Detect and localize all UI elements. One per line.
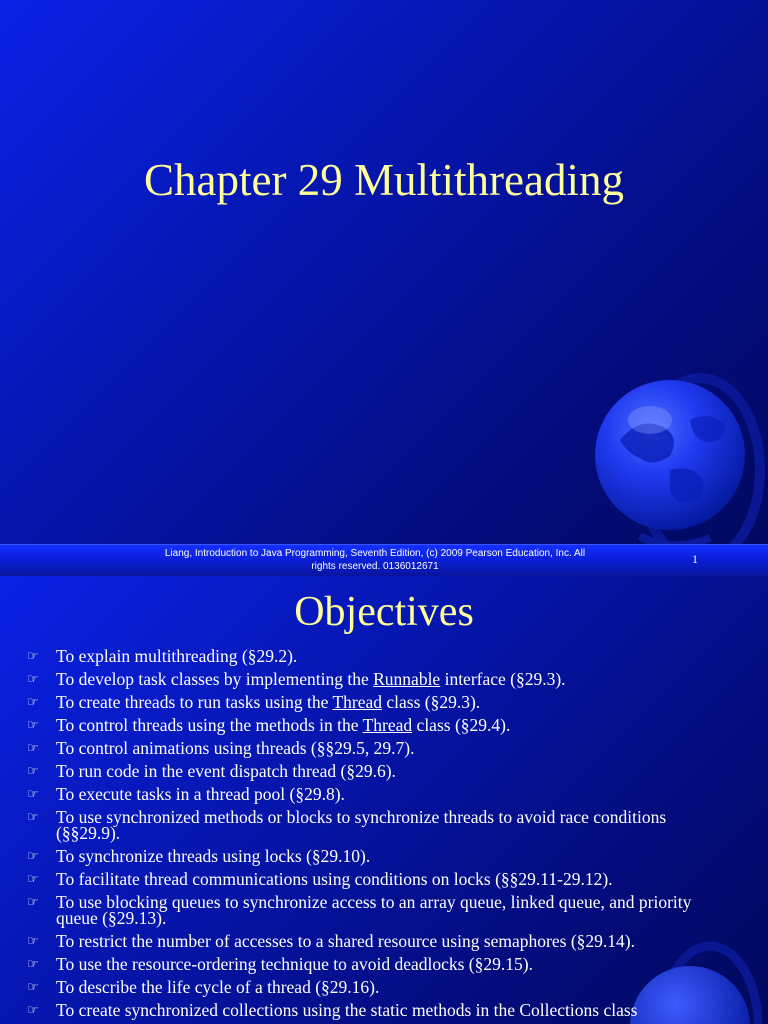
list-item: ☞ To create threads to run tasks using the Thread class (§29.3). bbox=[27, 692, 481, 712]
list-item: ☞ To restrict the number of accesses to a shared resource using semaphores (§29.14). bbox=[27, 931, 635, 951]
list-item: ☞ To use synchronized methods or blocks to synchronize threads to avoid race conditions (§§29.9). bbox=[27, 807, 667, 843]
objectives-slide bbox=[0, 576, 768, 1024]
objectives-list bbox=[0, 648, 760, 1024]
hand-pointer-icon: ☞ bbox=[27, 980, 39, 995]
list-item: ☞ To execute tasks in a thread pool (§29.8). bbox=[27, 784, 345, 804]
hand-pointer-icon: ☞ bbox=[27, 872, 39, 887]
list-item: ☞ To facilitate thread communications using conditions on locks (§§29.11-29.12). bbox=[27, 869, 613, 889]
list-item: ☞ To control animations using threads (§§29.5, 29.7). bbox=[27, 738, 415, 758]
hand-pointer-icon: ☞ bbox=[27, 895, 39, 910]
list-item: ☞ To describe the life cycle of a thread (§29.16). bbox=[27, 977, 380, 997]
list-item: ☞ To create synchronized collections using the static methods in the Collections class bbox=[27, 1000, 638, 1020]
copyright-text bbox=[135, 547, 615, 573]
copyright-line-1: Liang, Introduction to Java Programming, Seventh Edition, (c) 2009 Pearson Education, Inc. All bbox=[164, 548, 586, 559]
thread-link[interactable]: Thread bbox=[332, 692, 382, 712]
slide-title: Chapter 29 Multithreading bbox=[144, 155, 624, 205]
hand-pointer-icon: ☞ bbox=[27, 718, 39, 733]
hand-pointer-icon: ☞ bbox=[27, 787, 39, 802]
list-item: ☞ To control threads using the methods in the Thread class (§29.4). bbox=[27, 715, 511, 735]
hand-pointer-icon: ☞ bbox=[27, 741, 39, 756]
list-item: ☞ To use blocking queues to synchronize access to an array queue, linked queue, and priority queue (§29.13). bbox=[27, 892, 692, 928]
page-number: 1 bbox=[692, 552, 698, 566]
list-item: ☞ To explain multithreading (§29.2). bbox=[27, 646, 298, 666]
hand-pointer-icon: ☞ bbox=[27, 672, 39, 687]
hand-pointer-icon: ☞ bbox=[27, 849, 39, 864]
footer-bar bbox=[0, 544, 768, 576]
runnable-link[interactable]: Runnable bbox=[373, 669, 441, 689]
hand-pointer-icon: ☞ bbox=[27, 1003, 39, 1018]
slide-title: Objectives bbox=[294, 589, 474, 635]
hand-pointer-icon: ☞ bbox=[27, 764, 39, 779]
hand-pointer-icon: ☞ bbox=[27, 810, 39, 825]
list-item: ☞ To use the resource-ordering technique to avoid deadlocks (§29.15). bbox=[27, 954, 533, 974]
thread-link[interactable]: Thread bbox=[362, 715, 413, 735]
list-item: ☞ To run code in the event dispatch thread (§29.6). bbox=[27, 761, 396, 781]
hand-pointer-icon: ☞ bbox=[27, 934, 39, 949]
copyright-line-2: rights reserved. 0136012671 bbox=[311, 561, 439, 572]
list-item: ☞ To synchronize threads using locks (§29.10). bbox=[27, 846, 371, 866]
hand-pointer-icon: ☞ bbox=[27, 649, 39, 664]
hand-pointer-icon: ☞ bbox=[27, 957, 39, 972]
hand-pointer-icon: ☞ bbox=[27, 695, 39, 710]
list-item: ☞ To develop task classes by implementing the Runnable interface (§29.3). bbox=[27, 669, 566, 689]
